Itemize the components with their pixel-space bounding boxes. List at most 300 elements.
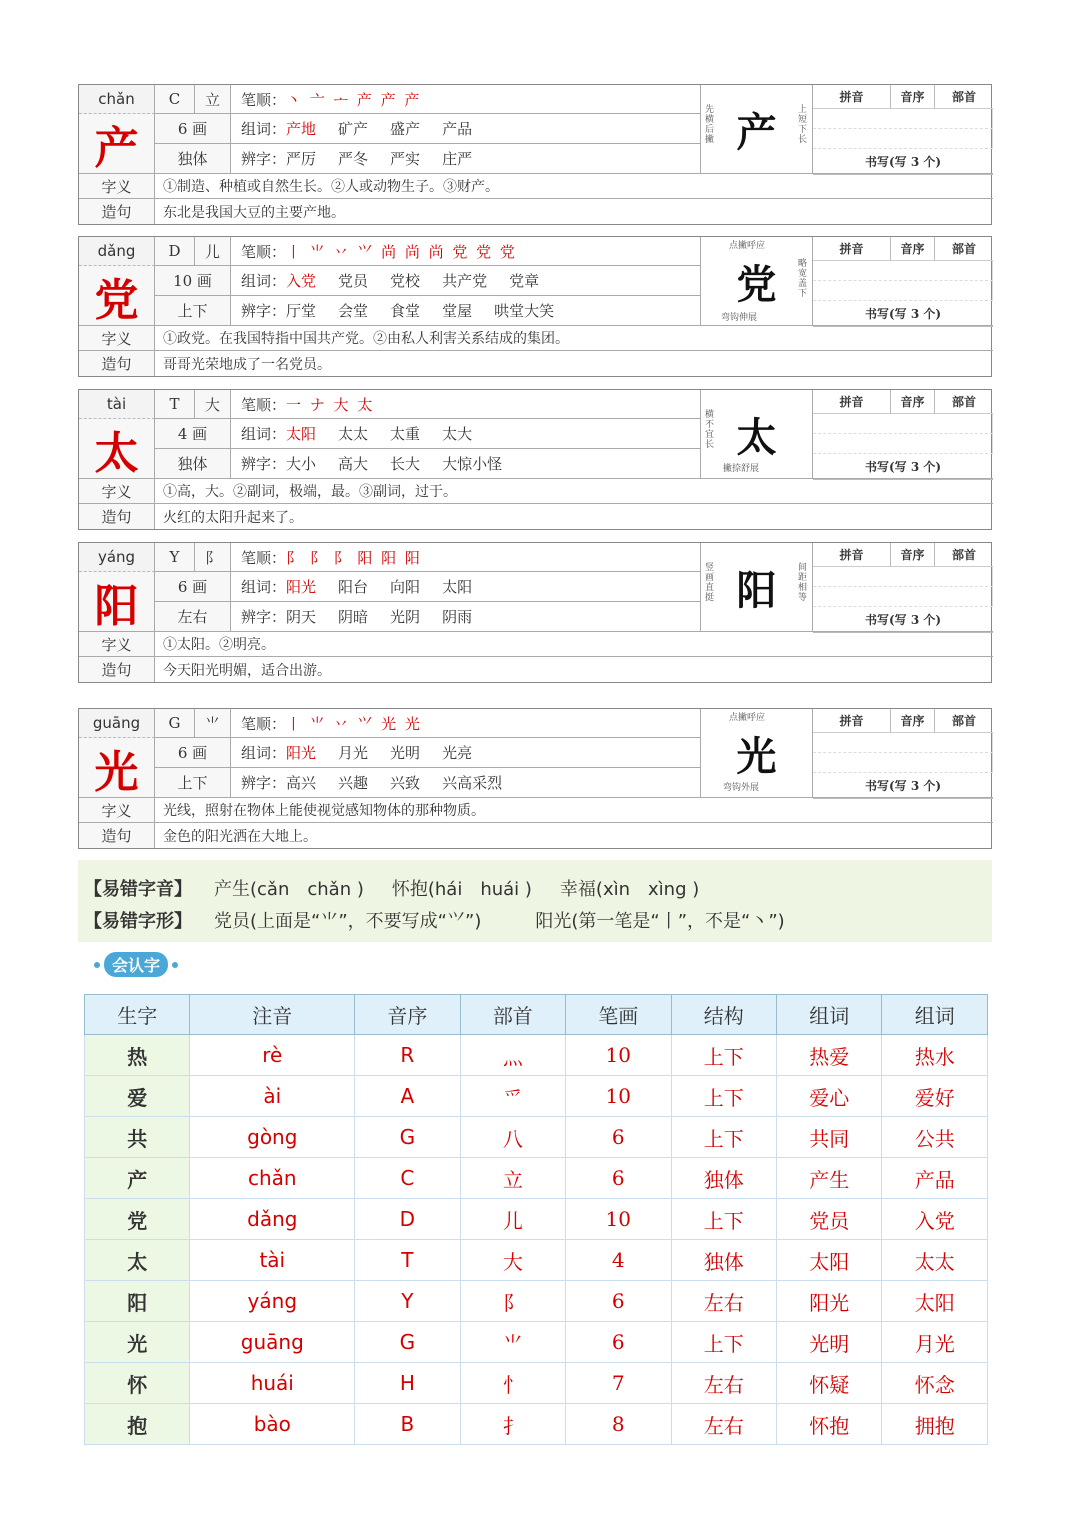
table-cell: 八: [460, 1117, 565, 1158]
table-cell: 左右: [671, 1404, 776, 1445]
words-label: 组词：: [241, 578, 287, 596]
demo-note: 先横后撇: [705, 105, 715, 145]
table-cell: 共同: [776, 1117, 881, 1158]
column-header: 结构: [671, 995, 776, 1035]
table-cell: 产品: [882, 1158, 988, 1199]
table-cell: 怀疑: [776, 1363, 881, 1404]
distinguish-label: 辨字：: [241, 774, 287, 792]
word-line: [231, 114, 701, 144]
table-cell: 10: [566, 1076, 671, 1117]
meaning-text: 光线，照射在物体上能使视觉感知物体的那种物质。: [155, 798, 993, 823]
stroke-order-line: [231, 390, 701, 419]
main-character: 太: [79, 419, 155, 479]
table-cell: rè: [190, 1035, 355, 1076]
stroke-order-label: 笔顺：: [241, 714, 287, 733]
table-cell: 怀念: [882, 1363, 988, 1404]
table-cell: 灬: [460, 1035, 565, 1076]
table-cell: guāng: [190, 1322, 355, 1363]
table-row: [85, 1035, 988, 1076]
blank-line: [813, 414, 993, 434]
table-cell: dǎng: [190, 1199, 355, 1240]
word: 太太: [338, 425, 369, 443]
blank-line: [813, 733, 993, 753]
table-cell: 上下: [671, 1117, 776, 1158]
practice-header: 拼音: [813, 543, 891, 567]
distinguish-label: 辨字：: [241, 302, 287, 320]
blank-line: [813, 434, 993, 454]
main-character: 光: [79, 738, 155, 798]
writing-demo: [701, 709, 813, 798]
word: 太重: [390, 425, 421, 443]
write-label: 书写(写 3 个): [813, 607, 993, 633]
radical: 儿: [195, 237, 231, 266]
structure: 上下: [155, 768, 231, 798]
distinguish-label: 辨字：: [241, 608, 287, 626]
meaning-text: ①政党。在我国特指中国共产党。②由私人利害关系结成的集团。: [155, 326, 993, 351]
word: 大惊小怪: [442, 455, 503, 473]
table-cell: tài: [190, 1240, 355, 1281]
demo-note: 点撇呼应: [729, 713, 766, 723]
word: 食堂: [390, 302, 421, 320]
table-cell: 太阳: [776, 1240, 881, 1281]
table-cell: 党员: [776, 1199, 881, 1240]
column-header: 生字: [85, 995, 190, 1035]
distinguish-line: [231, 144, 701, 174]
sound-tips-label: 【易错字音】: [84, 879, 192, 900]
pinyin: guāng: [79, 709, 155, 738]
index-letter: T: [155, 390, 195, 419]
practice-header: 拼音: [813, 237, 891, 261]
sentence-label: 造句: [79, 504, 155, 529]
stroke-count: 6 画: [155, 572, 231, 602]
demo-note: 竖画直挺: [705, 563, 715, 603]
word: 矿产: [338, 120, 369, 138]
demo-note: 横不宜长: [705, 410, 715, 450]
word: 太大: [442, 425, 473, 443]
table-cell: 抱: [85, 1404, 190, 1445]
sentence-text: 东北是我国大豆的主要产地。: [163, 204, 345, 221]
stroke-order: 阝 阝 阝 阳 阳 阳: [286, 548, 422, 567]
table-cell: Y: [355, 1281, 460, 1322]
table-cell: 爱好: [882, 1076, 988, 1117]
table-cell: 共: [85, 1117, 190, 1158]
table-cell: 独体: [671, 1240, 776, 1281]
practice-header: 拼音: [813, 390, 891, 414]
write-label: 书写(写 3 个): [813, 773, 993, 799]
word: 兴趣: [338, 774, 369, 792]
table-cell: huái: [190, 1363, 355, 1404]
sound-tip: 产生(cǎn chǎn ): [214, 879, 364, 900]
index-letter: G: [155, 709, 195, 738]
table-row: [85, 1117, 988, 1158]
table-cell: 扌: [460, 1404, 565, 1445]
stroke-order: 丨 ⺌ 丷 ⺍ 光 光: [286, 714, 422, 733]
table-row: [85, 1281, 988, 1322]
sentence-label: 造句: [79, 351, 155, 376]
table-cell: ⺌: [460, 1322, 565, 1363]
table-cell: 10: [566, 1199, 671, 1240]
table-cell: 光明: [776, 1322, 881, 1363]
table-cell: T: [355, 1240, 460, 1281]
table-cell: 6: [566, 1117, 671, 1158]
stroke-order-label: 笔顺：: [241, 548, 287, 567]
shape-tips-label: 【易错字形】: [84, 911, 192, 932]
column-header: 组词: [776, 995, 881, 1035]
table-header-row: [85, 995, 988, 1035]
table-cell: R: [355, 1035, 460, 1076]
table-cell: 4: [566, 1240, 671, 1281]
demo-character: 太: [736, 413, 777, 461]
table-cell: A: [355, 1076, 460, 1117]
dot-icon: [94, 962, 100, 968]
table-cell: 上下: [671, 1322, 776, 1363]
table-cell: yáng: [190, 1281, 355, 1322]
table-cell: 爱: [85, 1076, 190, 1117]
practice-header: 音序: [891, 85, 935, 109]
table-cell: 月光: [882, 1322, 988, 1363]
table-cell: 热水: [882, 1035, 988, 1076]
radical: ⺌: [195, 709, 231, 738]
stroke-order: 一 ナ 大 太: [286, 395, 375, 414]
word: 堂屋: [442, 302, 473, 320]
distinguish-line: [231, 602, 701, 632]
error-tips-box: [78, 860, 992, 942]
word: 光明: [390, 744, 421, 762]
demo-note: 弯钩伸展: [721, 313, 758, 323]
meaning-text: ①制造、种植或自然生长。②人或动物生子。③财产。: [155, 174, 993, 199]
table-cell: 独体: [671, 1158, 776, 1199]
blank-line: [813, 587, 993, 607]
character-card: [78, 84, 992, 225]
column-header: 组词: [882, 995, 988, 1035]
table-cell: 10: [566, 1035, 671, 1076]
demo-note: 间距相等: [798, 563, 808, 603]
word-line: [231, 572, 701, 602]
character-card: [78, 236, 992, 377]
distinguish-line: [231, 296, 701, 326]
table-cell: 6: [566, 1322, 671, 1363]
word: 大小: [286, 455, 317, 473]
table-cell: 上下: [671, 1035, 776, 1076]
table-cell: 儿: [460, 1199, 565, 1240]
index-letter: D: [155, 237, 195, 266]
stroke-order: 丶 亠 ᅩ 产 产 产: [286, 90, 422, 109]
practice-header: 部首: [935, 709, 993, 733]
practice-grid: [813, 237, 993, 326]
sentence-text: 哥哥光荣地成了一名党员。: [163, 356, 331, 373]
table-cell: 6: [566, 1158, 671, 1199]
words-label: 组词：: [241, 272, 287, 290]
write-label: 书写(写 3 个): [813, 454, 993, 480]
table-cell: 入党: [882, 1199, 988, 1240]
practice-header: 音序: [891, 237, 935, 261]
writing-demo: [701, 543, 813, 632]
table-row: [85, 1322, 988, 1363]
table-cell: 阝: [460, 1281, 565, 1322]
stroke-count: 10 画: [155, 266, 231, 296]
practice-header: 拼音: [813, 85, 891, 109]
word: 太阳: [442, 578, 473, 596]
table-cell: 光: [85, 1322, 190, 1363]
table-cell: 8: [566, 1404, 671, 1445]
radical: 立: [195, 85, 231, 114]
write-label: 书写(写 3 个): [813, 149, 993, 175]
stroke-order-line: [231, 543, 701, 572]
word: 严实: [390, 150, 421, 168]
distinguish-line: [231, 449, 701, 479]
word: 严厉: [286, 150, 317, 168]
stroke-order-label: 笔顺：: [241, 242, 287, 261]
blank-line: [813, 753, 993, 773]
meaning-label: 字义: [79, 326, 155, 351]
table-row: [85, 1363, 988, 1404]
pinyin: chǎn: [79, 85, 155, 114]
practice-grid: [813, 390, 993, 479]
stroke-count: 6 画: [155, 738, 231, 768]
pinyin: tài: [79, 390, 155, 419]
writing-demo: [701, 237, 813, 326]
table-cell: 拥抱: [882, 1404, 988, 1445]
word: 兴致: [390, 774, 421, 792]
table-cell: 立: [460, 1158, 565, 1199]
pinyin: yáng: [79, 543, 155, 572]
table-cell: ài: [190, 1076, 355, 1117]
words-label: 组词：: [241, 425, 287, 443]
stroke-order-line: [231, 709, 701, 738]
word: 盛产: [390, 120, 421, 138]
meaning-label: 字义: [79, 479, 155, 504]
word-line: [231, 266, 701, 296]
sound-tips-row: [84, 872, 986, 904]
table-cell: 上下: [671, 1076, 776, 1117]
meaning-label: 字义: [79, 798, 155, 823]
word: 庄严: [442, 150, 473, 168]
blank-line: [813, 129, 993, 149]
word: 阳光: [286, 744, 317, 762]
table-cell: D: [355, 1199, 460, 1240]
character-card: [78, 708, 992, 849]
meaning-text: ①高，大。②副词，极端，最。③副词，过于。: [155, 479, 993, 504]
practice-header: 部首: [935, 237, 993, 261]
practice-header: 音序: [891, 543, 935, 567]
table-cell: 爱心: [776, 1076, 881, 1117]
write-label: 书写(写 3 个): [813, 301, 993, 327]
word: 向阳: [390, 578, 421, 596]
word: 严冬: [338, 150, 369, 168]
table-cell: chǎn: [190, 1158, 355, 1199]
demo-note: 略宽盖下: [798, 259, 808, 299]
shape-tip: 阳光(第一笔是“丨”，不是“丶”): [535, 911, 785, 932]
practice-header: 音序: [891, 390, 935, 414]
table-cell: G: [355, 1322, 460, 1363]
section-title: 会认字: [104, 952, 168, 977]
stroke-count: 6 画: [155, 114, 231, 144]
table-cell: bào: [190, 1404, 355, 1445]
main-character: 产: [79, 114, 155, 174]
dot-icon: [172, 962, 178, 968]
table-cell: 左右: [671, 1363, 776, 1404]
table-cell: 上下: [671, 1199, 776, 1240]
stroke-order-label: 笔顺：: [241, 395, 287, 414]
sentence-text: 金色的阳光洒在大地上。: [163, 828, 317, 845]
sound-tip: 怀抱(hái huái ): [391, 879, 532, 900]
structure: 独体: [155, 449, 231, 479]
word: 月光: [338, 744, 369, 762]
word: 兴高采烈: [442, 774, 503, 792]
word: 阴暗: [338, 608, 369, 626]
word: 哄堂大笑: [494, 302, 555, 320]
characters-table: [84, 994, 988, 1445]
table-cell: 公共: [882, 1117, 988, 1158]
table-cell: 党: [85, 1199, 190, 1240]
table-cell: 太: [85, 1240, 190, 1281]
table-cell: 左右: [671, 1281, 776, 1322]
blank-line: [813, 281, 993, 301]
stroke-order-line: [231, 85, 701, 114]
structure: 左右: [155, 602, 231, 632]
word: 入党: [286, 272, 317, 290]
table-cell: 大: [460, 1240, 565, 1281]
table-cell: 7: [566, 1363, 671, 1404]
demo-character: 党: [736, 260, 777, 308]
shape-tip: 党员(上面是“⺌”，不要写成“⺍”): [214, 911, 482, 932]
table-cell: G: [355, 1117, 460, 1158]
table-cell: 怀: [85, 1363, 190, 1404]
stroke-count: 4 画: [155, 419, 231, 449]
sound-tip: 幸福(xìn xìng ): [559, 879, 700, 900]
writing-demo: [701, 390, 813, 479]
meaning-label: 字义: [79, 174, 155, 199]
meaning-label: 字义: [79, 632, 155, 657]
table-row: [85, 1199, 988, 1240]
radical: 大: [195, 390, 231, 419]
demo-character: 光: [736, 732, 777, 780]
word: 阴天: [286, 608, 317, 626]
practice-header: 部首: [935, 390, 993, 414]
structure: 独体: [155, 144, 231, 174]
practice-grid: [813, 543, 993, 632]
words-label: 组词：: [241, 120, 287, 138]
table-row: [85, 1076, 988, 1117]
demo-note: 点撇呼应: [729, 241, 766, 251]
table-cell: 6: [566, 1281, 671, 1322]
table-cell: 太太: [882, 1240, 988, 1281]
demo-note: 上短下长: [798, 105, 808, 145]
sentence-text: 火红的太阳升起来了。: [163, 509, 303, 526]
word: 光亮: [442, 744, 473, 762]
practice-grid: [813, 709, 993, 798]
word: 阳光: [286, 578, 317, 596]
shape-tips-row: [84, 904, 986, 936]
word: 高大: [338, 455, 369, 473]
table-cell: 产生: [776, 1158, 881, 1199]
table-cell: 热爱: [776, 1035, 881, 1076]
stroke-order: 丨 ⺌ 丷 ⺍ 尚 尚 尚 党 党 党: [286, 242, 517, 261]
practice-header: 部首: [935, 85, 993, 109]
word: 阳台: [338, 578, 369, 596]
column-header: 音序: [355, 995, 460, 1035]
word: 党校: [390, 272, 421, 290]
word: 厅堂: [286, 302, 317, 320]
word: 阴雨: [442, 608, 473, 626]
table-cell: H: [355, 1363, 460, 1404]
main-character: 阳: [79, 572, 155, 632]
word: 产品: [442, 120, 473, 138]
blank-line: [813, 261, 993, 281]
table-cell: 怀抱: [776, 1404, 881, 1445]
practice-header: 拼音: [813, 709, 891, 733]
blank-line: [813, 567, 993, 587]
table-row: [85, 1404, 988, 1445]
practice-header: 音序: [891, 709, 935, 733]
demo-character: 产: [736, 108, 777, 156]
table-cell: 阳光: [776, 1281, 881, 1322]
word: 长大: [390, 455, 421, 473]
writing-demo: [701, 85, 813, 174]
pinyin: dǎng: [79, 237, 155, 266]
words-label: 组词：: [241, 744, 287, 762]
sentence-text: 今天阳光明媚，适合出游。: [163, 662, 331, 679]
table-cell: 太阳: [882, 1281, 988, 1322]
column-header: 部首: [460, 995, 565, 1035]
word: 光阴: [390, 608, 421, 626]
word: 太阳: [286, 425, 317, 443]
table-cell: C: [355, 1158, 460, 1199]
sentence-label: 造句: [79, 823, 155, 848]
meaning-text: ①太阳。②明亮。: [155, 632, 993, 657]
word: 党员: [338, 272, 369, 290]
word: 会堂: [338, 302, 369, 320]
character-card: [78, 542, 992, 683]
blank-line: [813, 109, 993, 129]
structure: 上下: [155, 296, 231, 326]
stroke-order-label: 笔顺：: [241, 90, 287, 109]
table-cell: 产: [85, 1158, 190, 1199]
word: 产地: [286, 120, 317, 138]
demo-character: 阳: [736, 566, 777, 614]
word: 共产党: [442, 272, 488, 290]
distinguish-label: 辨字：: [241, 455, 287, 473]
main-character: 党: [79, 266, 155, 326]
demo-note: 撇捺舒展: [723, 464, 760, 474]
distinguish-line: [231, 768, 701, 798]
word-line: [231, 738, 701, 768]
table-row: [85, 1158, 988, 1199]
distinguish-label: 辨字：: [241, 150, 287, 168]
index-letter: Y: [155, 543, 195, 572]
table-cell: 爫: [460, 1076, 565, 1117]
table-cell: 热: [85, 1035, 190, 1076]
table-row: [85, 1240, 988, 1281]
stroke-order-line: [231, 237, 701, 266]
word: 党章: [509, 272, 540, 290]
demo-note: 弯钩外展: [723, 783, 760, 793]
section-badge: [90, 952, 182, 977]
word-line: [231, 419, 701, 449]
sentence-label: 造句: [79, 199, 155, 224]
table-cell: gòng: [190, 1117, 355, 1158]
table-cell: 阳: [85, 1281, 190, 1322]
column-header: 注音: [190, 995, 355, 1035]
table-cell: B: [355, 1404, 460, 1445]
word: 高兴: [286, 774, 317, 792]
column-header: 笔画: [566, 995, 671, 1035]
practice-grid: [813, 85, 993, 174]
index-letter: C: [155, 85, 195, 114]
table-cell: 忄: [460, 1363, 565, 1404]
sentence-label: 造句: [79, 657, 155, 682]
radical: 阝: [195, 543, 231, 572]
